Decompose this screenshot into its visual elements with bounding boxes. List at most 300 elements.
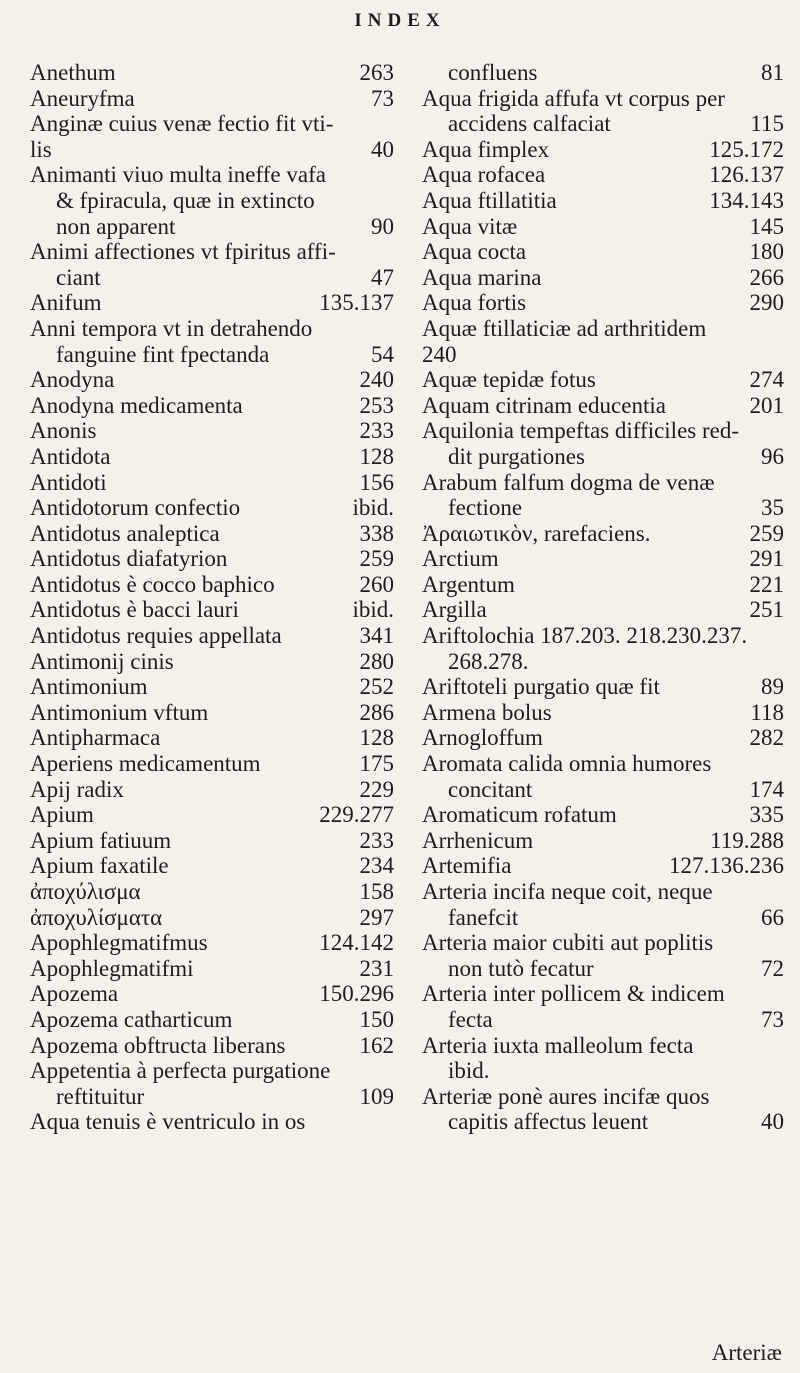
entry-page-ref: 266: [749, 264, 784, 290]
entry-term: Aperiens medicamentum: [30, 751, 261, 777]
index-entry: [422, 60, 784, 86]
entry-term: Arteria iuxta malleolum fecta: [422, 1032, 694, 1058]
index-entry: [422, 393, 784, 419]
index-entry-line: [422, 546, 784, 572]
index-entry-line: [30, 137, 394, 163]
entry-page-ref: 201: [749, 392, 784, 418]
entry-term: Armena bolus: [422, 699, 552, 725]
entry-term: Antipharmaca: [30, 725, 161, 751]
index-entry: [30, 470, 394, 496]
entry-page-ref: [384, 1109, 394, 1135]
entry-page-ref: 251: [749, 597, 784, 623]
index-entry-line: [422, 725, 784, 751]
entry-term: capitis affectus leuent: [448, 1109, 649, 1135]
entry-page-ref: 145: [749, 213, 784, 239]
index-entry: [30, 1007, 394, 1033]
index-entry-line: [422, 700, 784, 726]
entry-term: Antimonium vftum: [30, 699, 209, 725]
index-entry: [30, 290, 394, 316]
index-entry-line: [30, 1109, 394, 1135]
index-entry-line: [30, 649, 394, 675]
index-entry: [422, 700, 784, 726]
entry-page-ref: 126.137: [709, 162, 784, 188]
index-entry-line: [422, 674, 784, 700]
index-entry: [30, 879, 394, 905]
entry-term: Aqua cocta: [422, 239, 527, 265]
entry-term: Antidotus è cocco baphico: [30, 571, 275, 597]
entry-term: Aquæ ftillaticiæ ad arthritidem: [422, 315, 707, 341]
entry-term: Antidotus diafatyrion: [30, 546, 228, 572]
entry-term: Anonis: [30, 418, 97, 444]
index-entry-line: [422, 597, 784, 623]
index-entry-line: [30, 342, 394, 368]
index-entry: [30, 444, 394, 470]
index-entry: [422, 162, 784, 188]
entry-term: Arteria incifa neque coit, neque: [422, 879, 713, 904]
entry-page-ref: 73: [761, 1006, 784, 1032]
entry-page-ref: 128: [359, 725, 394, 751]
index-entry: [422, 239, 784, 265]
entry-page-ref: 297: [359, 904, 394, 930]
index-entry-line: [30, 853, 394, 879]
index-entry: [422, 623, 784, 674]
index-entry: [422, 86, 784, 137]
index-entry: [422, 1084, 784, 1135]
index-entry-line: [422, 444, 784, 470]
entry-term: Aqua fortis: [422, 290, 527, 316]
index-entry-line: [30, 495, 394, 521]
entry-term: Apozema: [30, 981, 119, 1007]
entry-term: & fpiracula, quæ in extincto: [56, 187, 315, 213]
right-index-column: [422, 60, 784, 1135]
index-entry-line: [30, 956, 394, 982]
index-entry-line: [30, 802, 394, 828]
index-entry-line: [30, 86, 394, 112]
entry-page-ref: [774, 649, 784, 675]
index-entry: [422, 470, 784, 521]
index-entry-line: [422, 214, 784, 240]
entry-term: non tutò fecatur: [448, 955, 594, 981]
index-entry-line: [30, 265, 394, 291]
index-entry: [422, 367, 784, 393]
entry-page-ref: 128: [359, 443, 394, 469]
index-entry: [30, 367, 394, 393]
entry-term: 268.278.: [448, 648, 529, 674]
catchword: Arteriæ: [711, 1340, 782, 1365]
entry-term: Aqua marina: [422, 264, 542, 290]
index-entry-line: [422, 1058, 784, 1084]
entry-term: Argilla: [422, 597, 487, 623]
entry-page-ref: 231: [359, 955, 394, 981]
entry-page-ref: [774, 418, 784, 444]
index-entry: [422, 265, 784, 291]
index-entry-line: [422, 162, 784, 188]
entry-term: Aqua vitæ: [422, 213, 518, 239]
entry-page-ref: 259: [359, 546, 394, 572]
index-entry: [30, 418, 394, 444]
entry-term: Aromata calida omnia humores: [422, 751, 712, 777]
index-entry-line: [422, 393, 784, 419]
index-entry-line: [422, 470, 784, 496]
entry-term: Arteriæ ponè aures incifæ quos: [422, 1083, 710, 1109]
entry-page-ref: 240: [359, 367, 394, 393]
index-entry: [422, 751, 784, 802]
entry-term: Arabum falfum dogma de venæ: [422, 469, 715, 495]
index-entry-line: [30, 725, 394, 751]
index-entry: [422, 521, 784, 547]
index-entry-line: [422, 777, 784, 803]
entry-term: confluens: [448, 60, 538, 85]
entry-term: Aquilonia tempeftas difficiles red-: [422, 418, 740, 444]
entry-page-ref: 253: [359, 392, 394, 418]
index-entry: [30, 802, 394, 828]
entry-term: lis: [30, 136, 52, 162]
index-entry: [422, 725, 784, 751]
entry-term: Antidotus è bacci lauri: [30, 597, 239, 623]
index-entry-line: [30, 418, 394, 444]
index-entry-line: [422, 367, 784, 393]
entry-term: ciant: [56, 264, 101, 290]
entry-page-ref: 290: [749, 290, 784, 316]
index-entry-line: [30, 879, 394, 905]
index-entry: [30, 777, 394, 803]
index-entry-line: [422, 623, 784, 649]
index-entry-line: [30, 162, 394, 188]
entry-term: Animanti viuo multa ineffe vafa: [30, 162, 326, 188]
index-entry: [422, 981, 784, 1032]
entry-term: Arteria inter pollicem & indicem: [422, 981, 725, 1007]
entry-term: Ἀραιωτικὸν, rarefaciens.: [422, 520, 651, 546]
index-entry-line: [30, 316, 394, 342]
index-entry: [30, 623, 394, 649]
entry-page-ref: 47: [371, 264, 394, 290]
entry-term: Apium fatiuum: [30, 827, 172, 853]
entry-term: Aqua tenuis è ventriculo in os: [30, 1109, 306, 1135]
entry-page-ref: [774, 930, 784, 956]
entry-page-ref: 252: [359, 674, 394, 700]
page-header: INDEX: [354, 10, 446, 31]
entry-page-ref: 180: [749, 239, 784, 265]
entry-term: Artemifia: [422, 853, 512, 879]
entry-term: Aqua ftillatitia: [422, 187, 557, 213]
index-entry-line: [30, 60, 394, 86]
index-entry-line: [422, 1084, 784, 1110]
entry-page-ref: 282: [749, 725, 784, 751]
index-entry: [422, 572, 784, 598]
entry-term: Antidotus requies appellata: [30, 623, 282, 649]
entry-term: 240: [422, 341, 457, 367]
entry-page-ref: 54: [371, 341, 394, 367]
index-entry-line: [30, 597, 394, 623]
index-entry: [422, 802, 784, 828]
entry-page-ref: 134.143: [709, 187, 784, 213]
entry-term: Apophlegmatifmus: [30, 930, 208, 956]
entry-page-ref: 158: [359, 879, 394, 904]
entry-term: accidens calfaciat: [448, 111, 611, 137]
index-entry: [30, 521, 394, 547]
index-entry: [30, 649, 394, 675]
entry-page-ref: 40: [761, 1109, 784, 1135]
entry-term: Aquæ tepidæ fotus: [422, 367, 596, 393]
index-entry: [30, 1058, 394, 1109]
entry-term: Aqua frigida affufa vt corpus per: [422, 85, 725, 111]
entry-page-ref: 274: [749, 367, 784, 393]
entry-page-ref: [774, 316, 784, 342]
entry-page-ref: 221: [749, 571, 784, 597]
entry-term: Antidotus analeptica: [30, 520, 220, 546]
index-entry: [30, 239, 394, 290]
entry-term: concitant: [448, 776, 533, 802]
index-entry-line: [422, 239, 784, 265]
index-entry-line: [30, 521, 394, 547]
index-entry: [422, 879, 784, 930]
index-entry-line: [30, 700, 394, 726]
entry-term: ἀποχύλισμα: [30, 879, 141, 904]
index-entry-line: [422, 265, 784, 291]
index-entry: [30, 597, 394, 623]
index-entry: [422, 316, 784, 367]
entry-page-ref: 89: [761, 674, 784, 700]
entry-term: Aqua fimplex: [422, 136, 550, 162]
entry-term: Antidoti: [30, 469, 107, 495]
entry-page-ref: 291: [749, 546, 784, 572]
index-entry: [30, 725, 394, 751]
index-entry: [422, 828, 784, 854]
index-entry: [30, 700, 394, 726]
entry-page-ref: 150: [359, 1006, 394, 1032]
entry-page-ref: [384, 162, 394, 188]
index-entry: [422, 546, 784, 572]
entry-term: Anni tempora vt in detrahendo: [30, 315, 313, 341]
index-entry: [30, 546, 394, 572]
left-index-column: [30, 60, 394, 1135]
entry-page-ref: 73: [371, 85, 394, 111]
entry-page-ref: 234: [359, 853, 394, 879]
entry-term: fecta: [448, 1006, 493, 1032]
index-entry-line: [422, 572, 784, 598]
index-entry: [422, 674, 784, 700]
index-entry-line: [30, 444, 394, 470]
index-entry-line: [422, 60, 784, 86]
index-entry-line: [422, 316, 784, 342]
index-entry-line: [422, 521, 784, 547]
index-entry-line: [30, 470, 394, 496]
entry-page-ref: [384, 188, 394, 214]
index-entry-line: [30, 572, 394, 598]
entry-page-ref: [774, 86, 784, 112]
entry-term: Apozema obftructa liberans: [30, 1032, 286, 1058]
entry-page-ref: [384, 111, 394, 137]
index-entry: [422, 137, 784, 163]
entry-page-ref: 233: [359, 827, 394, 853]
entry-term: Arteria maior cubiti aut poplitis: [422, 930, 714, 956]
index-entry: [422, 418, 784, 469]
index-entry: [422, 1033, 784, 1084]
index-entry: [30, 86, 394, 112]
entry-page-ref: [774, 981, 784, 1007]
index-entry-line: [422, 828, 784, 854]
index-entry: [422, 930, 784, 981]
entry-term: Anifum: [30, 290, 102, 316]
index-entry-line: [422, 495, 784, 521]
index-entry-line: [30, 930, 394, 956]
entry-term: Aqua rofacea: [422, 162, 546, 188]
entry-term: Antidota: [30, 443, 111, 469]
entry-term: fanguine fint fpectanda: [56, 341, 270, 367]
index-entry: [30, 853, 394, 879]
index-entry-line: [422, 1007, 784, 1033]
index-entry: [30, 393, 394, 419]
index-entry-line: [422, 111, 784, 137]
index-entry-line: [30, 546, 394, 572]
entry-page-ref: [774, 1033, 784, 1059]
index-entry: [30, 1109, 394, 1135]
entry-page-ref: 229.277: [319, 802, 394, 828]
entry-term: Ariftolochia 187.203. 218.230.237.: [422, 623, 748, 649]
index-entry-line: [422, 956, 784, 982]
entry-page-ref: 338: [359, 520, 394, 546]
entry-page-ref: 72: [761, 955, 784, 981]
entry-page-ref: 233: [359, 418, 394, 444]
entry-term: Anethum: [30, 60, 116, 85]
index-entry-line: [422, 342, 784, 368]
entry-term: non apparent: [56, 213, 176, 239]
index-entry: [422, 214, 784, 240]
entry-term: Animi affectiones vt fpiritus affi-: [30, 239, 336, 265]
index-entry: [422, 290, 784, 316]
index-entry-line: [30, 751, 394, 777]
entry-term: reftituitur: [56, 1083, 145, 1109]
entry-term: fectione: [448, 495, 523, 521]
entry-page-ref: 90: [371, 213, 394, 239]
entry-term: Apophlegmatifmi: [30, 955, 194, 981]
index-entry: [30, 905, 394, 931]
index-entry: [30, 956, 394, 982]
entry-term: Aneuryfma: [30, 85, 135, 111]
entry-page-ref: [774, 470, 784, 496]
entry-page-ref: 35: [761, 495, 784, 521]
index-entry-line: [30, 1007, 394, 1033]
index-entry: [30, 60, 394, 86]
entry-term: ibid.: [448, 1058, 490, 1084]
entry-term: ἀποχυλίσματα: [30, 904, 163, 930]
entry-page-ref: 96: [761, 443, 784, 469]
entry-term: Arctium: [422, 546, 499, 572]
index-entry: [30, 981, 394, 1007]
index-entry: [30, 572, 394, 598]
index-entry: [30, 316, 394, 367]
entry-term: fanefcit: [448, 904, 519, 930]
entry-page-ref: 286: [359, 699, 394, 725]
entry-term: Anodyna medicamenta: [30, 392, 243, 418]
entry-term: Anginæ cuius venæ fectio fit vti-: [30, 111, 334, 137]
index-entry-line: [30, 777, 394, 803]
index-entry-line: [422, 188, 784, 214]
entry-page-ref: 156: [359, 469, 394, 495]
entry-term: Aquam citrinam educentia: [422, 392, 666, 418]
entry-term: Antidotorum confectio: [30, 495, 241, 521]
entry-page-ref: 124.142: [319, 930, 394, 956]
index-entry-line: [422, 418, 784, 444]
index-entry: [30, 751, 394, 777]
entry-page-ref: 175: [359, 751, 394, 777]
index-entry-line: [422, 879, 784, 905]
entry-term: Aromaticum rofatum: [422, 802, 617, 828]
index-entry-line: [30, 290, 394, 316]
index-entry-line: [30, 623, 394, 649]
entry-term: Argentum: [422, 571, 515, 597]
entry-page-ref: [774, 879, 784, 905]
entry-term: Anodyna: [30, 367, 115, 393]
index-entry-line: [30, 111, 394, 137]
entry-page-ref: 259: [749, 520, 784, 546]
entry-term: Antimonij cinis: [30, 648, 174, 674]
index-entry-line: [30, 1084, 394, 1110]
entry-page-ref: [774, 342, 784, 368]
entry-page-ref: [384, 316, 394, 342]
entry-page-ref: 280: [359, 648, 394, 674]
entry-term: Antimonium: [30, 674, 148, 700]
index-entry-line: [422, 905, 784, 931]
entry-term: Apium faxatile: [30, 853, 169, 879]
entry-term: Arnogloffum: [422, 725, 543, 751]
entry-page-ref: [774, 1058, 784, 1084]
index-entry-line: [30, 188, 394, 214]
index-entry-line: [30, 367, 394, 393]
entry-page-ref: ibid.: [352, 597, 394, 623]
index-entry-line: [422, 1033, 784, 1059]
index-entry-line: [422, 751, 784, 777]
index-entry-line: [422, 853, 784, 879]
index-entry: [422, 597, 784, 623]
index-entry: [30, 930, 394, 956]
entry-page-ref: 162: [359, 1032, 394, 1058]
entry-term: Ariftoteli purgatio quæ fit: [422, 674, 660, 700]
index-entry-line: [422, 981, 784, 1007]
entry-term: Appetentia à perfecta purgatione: [30, 1058, 331, 1084]
index-entry-line: [422, 649, 784, 675]
index-entry-line: [422, 137, 784, 163]
index-entry-line: [30, 393, 394, 419]
entry-page-ref: 135.137: [319, 290, 394, 316]
index-entry: [422, 188, 784, 214]
entry-term: Apozema catharticum: [30, 1006, 233, 1032]
index-entry-line: [422, 290, 784, 316]
index-entry: [30, 1033, 394, 1059]
entry-page-ref: [384, 1058, 394, 1084]
index-entry-line: [422, 86, 784, 112]
index-entry-line: [30, 674, 394, 700]
entry-page-ref: 263: [359, 60, 394, 85]
entry-page-ref: [384, 239, 394, 265]
index-entry-line: [30, 214, 394, 240]
entry-page-ref: 109: [359, 1083, 394, 1109]
entry-page-ref: 150.296: [319, 981, 394, 1007]
index-entry: [422, 853, 784, 879]
entry-page-ref: 118: [750, 699, 784, 725]
index-entry: [30, 674, 394, 700]
entry-page-ref: 40: [371, 136, 394, 162]
index-entry: [30, 111, 394, 162]
entry-page-ref: 341: [359, 623, 394, 649]
index-entry-line: [30, 828, 394, 854]
entry-page-ref: 115: [750, 111, 784, 137]
entry-page-ref: 174: [749, 776, 784, 802]
entry-page-ref: [774, 751, 784, 777]
index-entry-line: [422, 802, 784, 828]
index-entry-line: [30, 905, 394, 931]
index-entry-line: [30, 239, 394, 265]
